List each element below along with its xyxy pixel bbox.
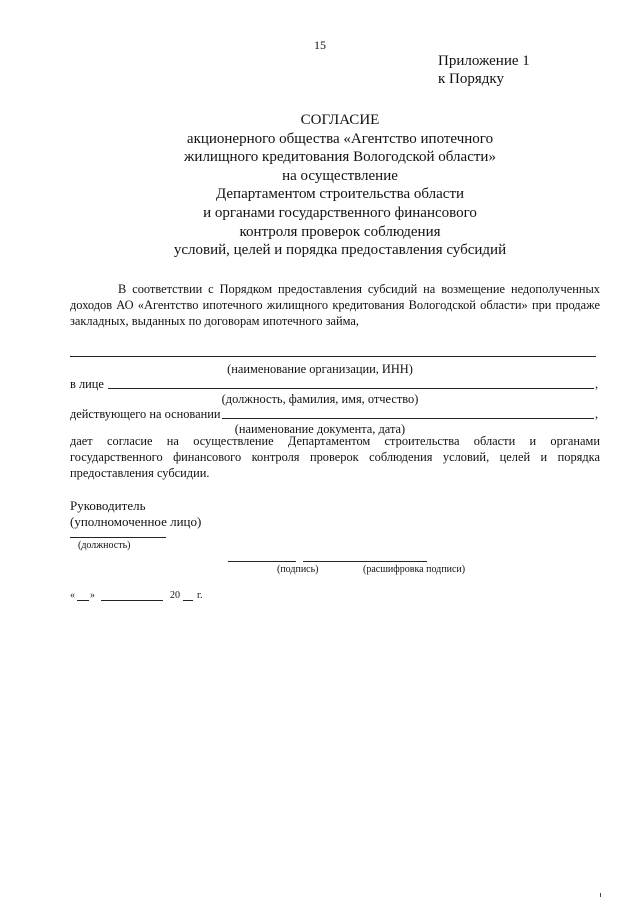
signatory-subtitle: (уполномоченное лицо) [70,514,202,529]
title-line: на осуществление [282,167,398,184]
title-line: условий, целей и порядка предоставления субсидий [173,242,507,259]
basis-comma: , [595,407,599,421]
signature-caption: (подпись) [277,564,319,575]
organization-fill-line[interactable] [70,356,596,357]
signature-decoding-caption: (расшифровка подписи) [363,564,466,575]
basis-fill-line[interactable] [222,418,594,419]
intro-paragraph: В соответствии с Порядком предоставления субсидий на возмещение недополученных доходов АО «Агентство ипотечного жилищного кредитования Вологодской области» при продаже закладных, выданных по договорам ипотечного займа, [70,282,600,329]
signatory-title: Руководитель [70,498,146,513]
date-month-fill-line[interactable] [101,600,163,601]
date-year-suffix: г. [197,590,203,601]
date-year-prefix: 20 [170,590,180,601]
organization-caption: (наименование организации, ИНН) [227,362,413,376]
title-line: СОГЛАСИЕ [300,112,380,128]
title-line: акционерного общества «Агентство ипотечного [186,130,494,147]
appendix-line-1: Приложение 1 [438,53,530,69]
document-title [60,111,620,260]
title-line: контроля проверок соблюдения [239,223,441,240]
person-comma: , [595,377,599,391]
position-fill-line[interactable] [70,537,166,538]
basis-label: действующего на основании [70,407,221,421]
person-label: в лице [70,377,104,391]
title-line: Департаментом строительства области [215,186,465,203]
scan-mark [600,893,601,897]
date-day-fill-line[interactable] [77,600,89,601]
basis-caption: (наименование документа, дата) [234,422,406,436]
person-caption: (должность, фамилия, имя, отчество) [221,392,419,406]
page-number: 15 [314,38,326,52]
signature-decoding-fill-line[interactable] [303,561,427,562]
consent-paragraph: дает согласие на осуществление Департаментом строительства области и органами государственного финансового контроля проверок соблюдения условий, целей и порядка предоставления субсидии. [70,434,600,481]
title-line: и органами государственного финансового [203,204,477,221]
date-year-fill-line[interactable] [183,600,193,601]
date-close-quote: » [90,590,95,601]
position-caption: (должность) [78,540,131,551]
appendix-line-2: к Порядку [438,71,504,87]
date-open-quote: « [70,590,75,601]
appendix-header [438,52,530,88]
title-line: жилищного кредитования Вологодской области» [184,149,496,166]
signature-fill-line[interactable] [228,561,296,562]
person-fill-line[interactable] [108,388,594,389]
